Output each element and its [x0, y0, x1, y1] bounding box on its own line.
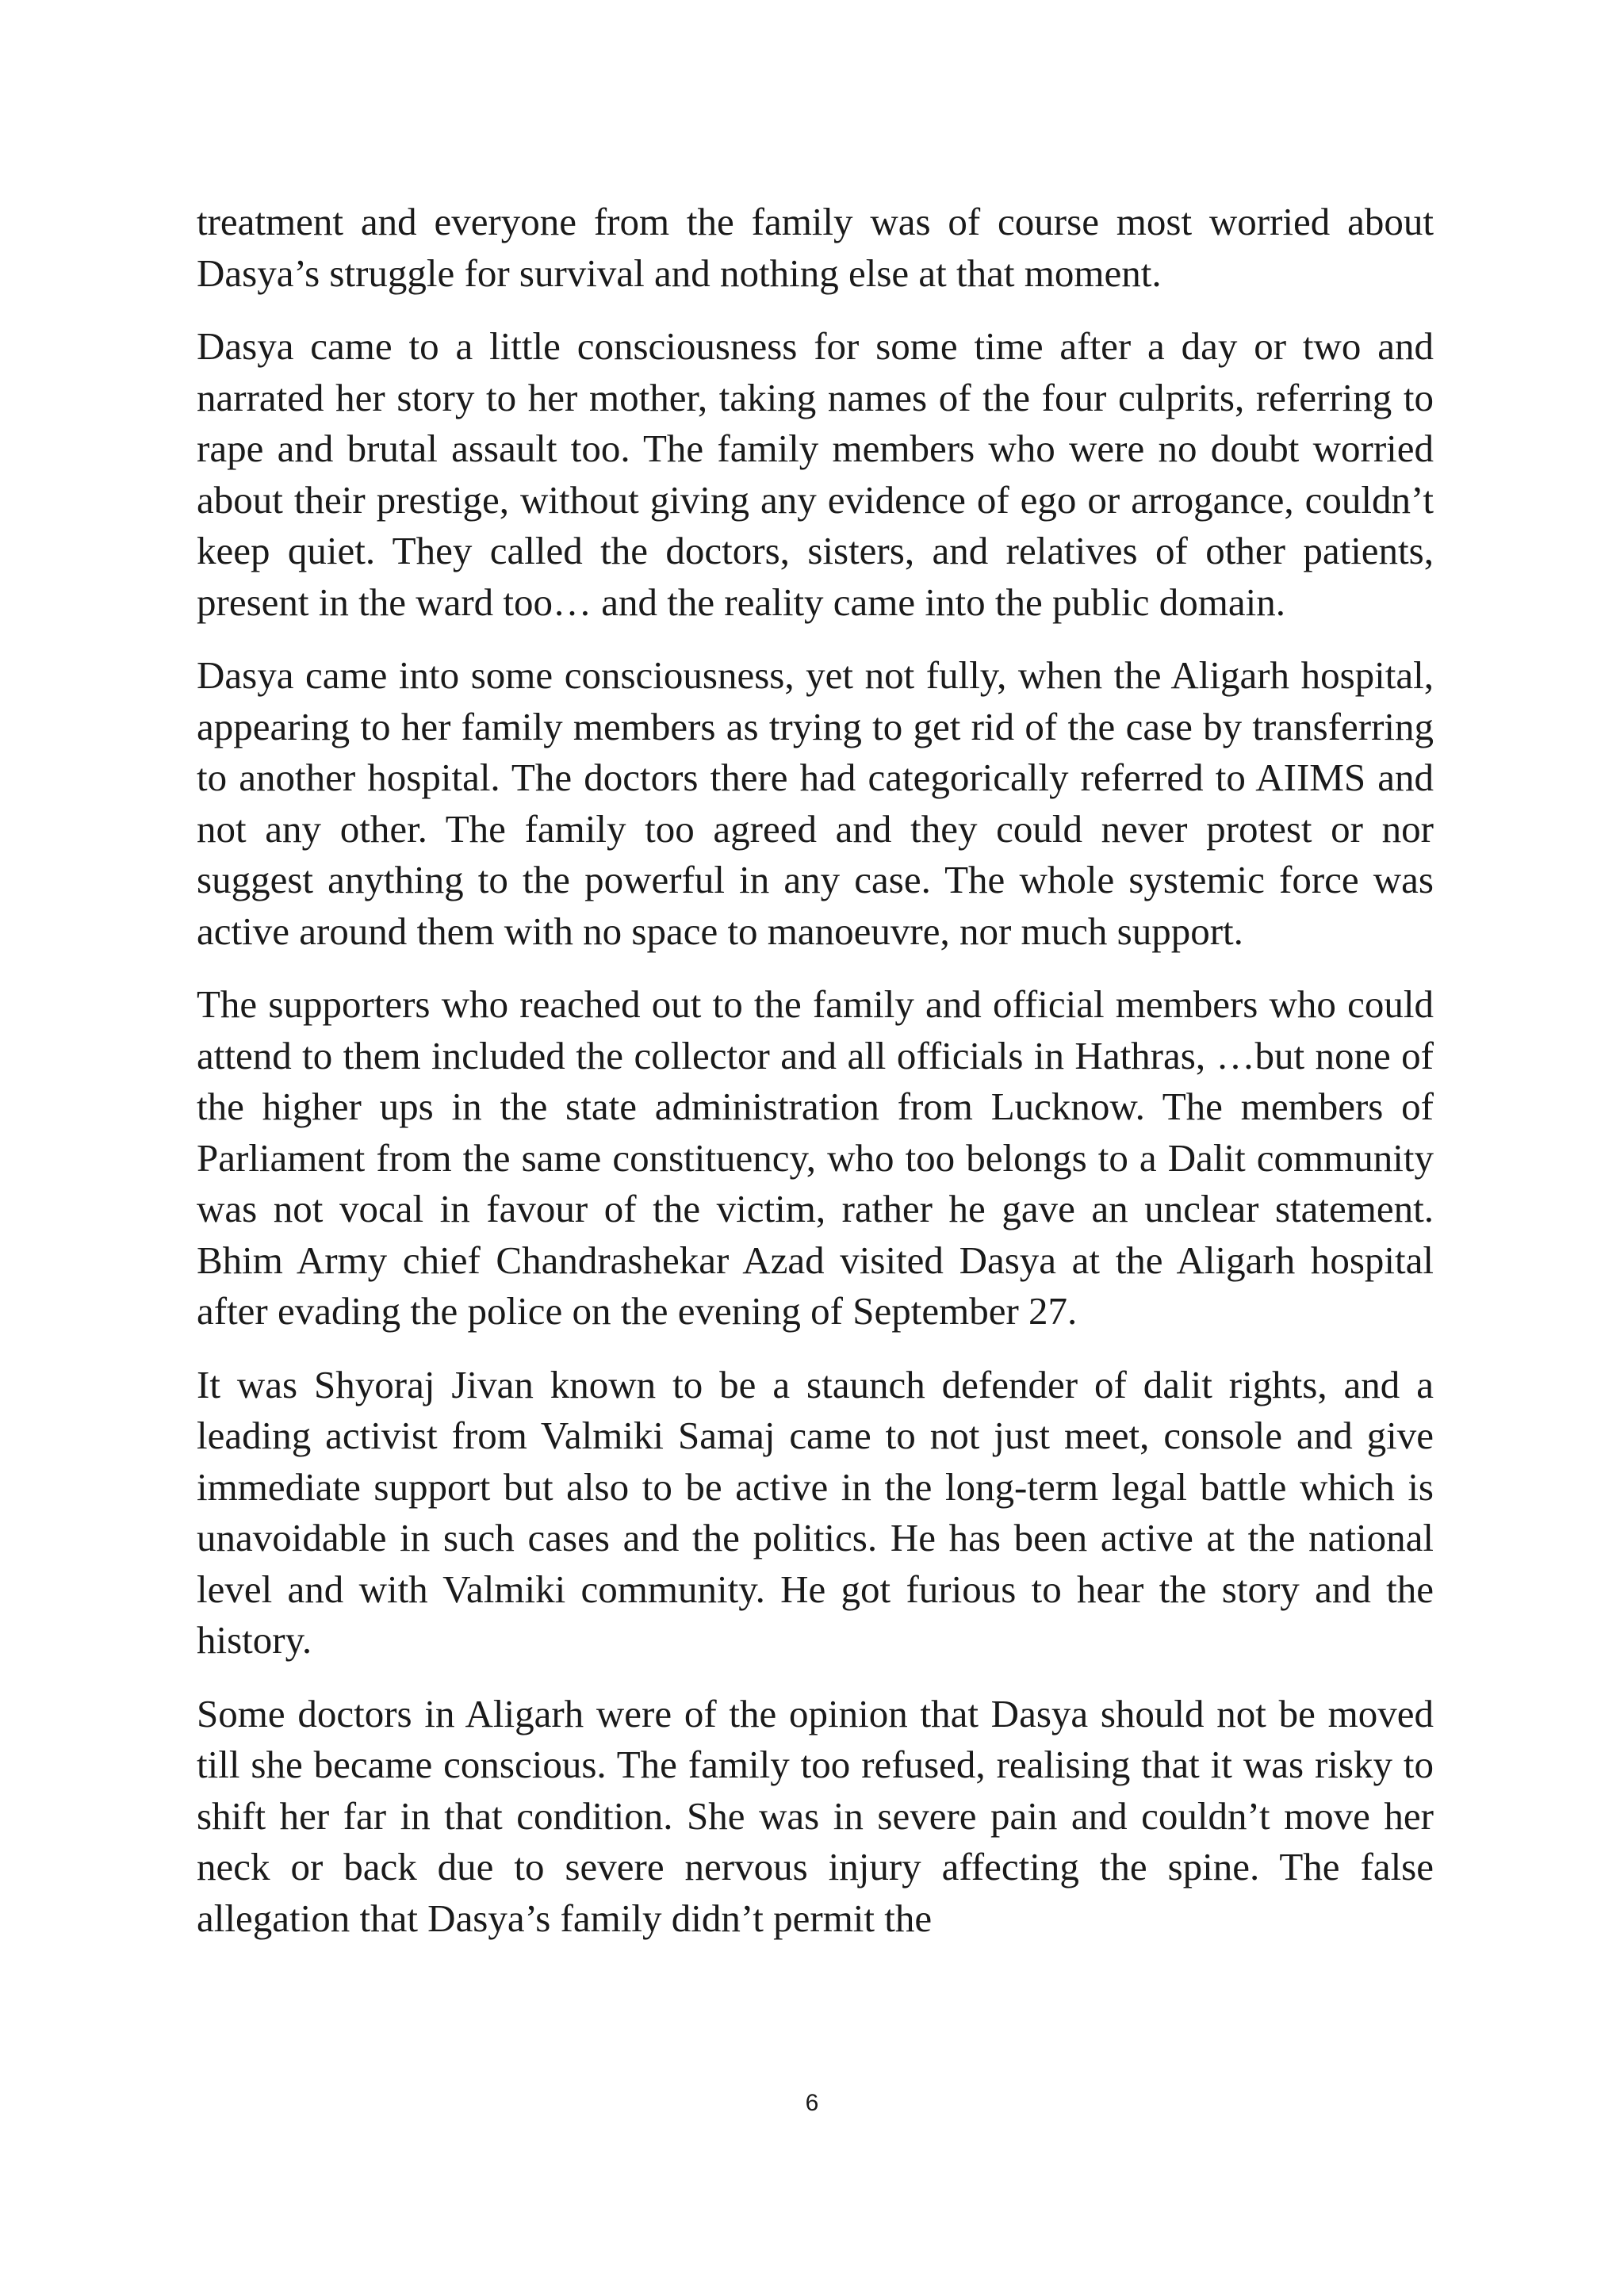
body-text [197, 197, 1434, 1966]
paragraph-2: Dasya came to a little consciousness for some time after a day or two and narrated her story to her mother, taking names of the four culprits, referring to rape and brutal assault too. The family members who were no doubt worried about their prestige, without giving any evidence of ego or arrogance, couldn’t keep quiet. They called the doctors, sisters, and relatives of other patients, present in the ward too… and the reality came into the public domain. [197, 324, 1434, 624]
page-number: 6 [805, 2090, 819, 2116]
paragraph-1: treatment and everyone from the family was of course most worried about Dasya’s struggle for survival and nothing else at that moment. [197, 200, 1434, 295]
paragraph-5: It was Shyoraj Jivan known to be a staunch defender of dalit rights, and a leading activist from Valmiki Samaj came to not just meet, console and give immediate support but also to be active in the long-term legal battle which is unavoidable in such cases and the politics. He has been active at the national level and with Valmiki community. He got furious to hear the story and the history. [197, 1362, 1434, 1662]
paragraph-3: Dasya came into some consciousness, yet not fully, when the Aligarh hospital, appearing to her family members as trying to get rid of the case by transferring to another hospital. The doctors there had categorically referred to AIIMS and not any other. The family too agreed and they could never protest or nor suggest anything to the powerful in any case. The whole systemic force was active around them with no space to manoeuvre, nor much support. [197, 653, 1434, 953]
paragraph-4: The supporters who reached out to the family and official members who could attend to them included the collector and all officials in Hathras, …but none of the higher ups in the state administration from Lucknow. The members of Parliament from the same constituency, who too belongs to a Dalit community was not vocal in favour of the victim, rather he gave an unclear statement. Bhim Army chief Chandrashekar Azad visited Dasya at the Aligarh hospital after evading the police on the evening of September 27. [197, 982, 1434, 1333]
paragraph-6: Some doctors in Aligarh were of the opinion that Dasya should not be moved till she became conscious. The family too refused, realising that it was risky to shift her far in that condition. She was in severe pain and couldn’t move her neck or back due to severe nervous injury affecting the spine. The false allegation that Dasya’s family didn’t permit the [197, 1691, 1434, 1940]
